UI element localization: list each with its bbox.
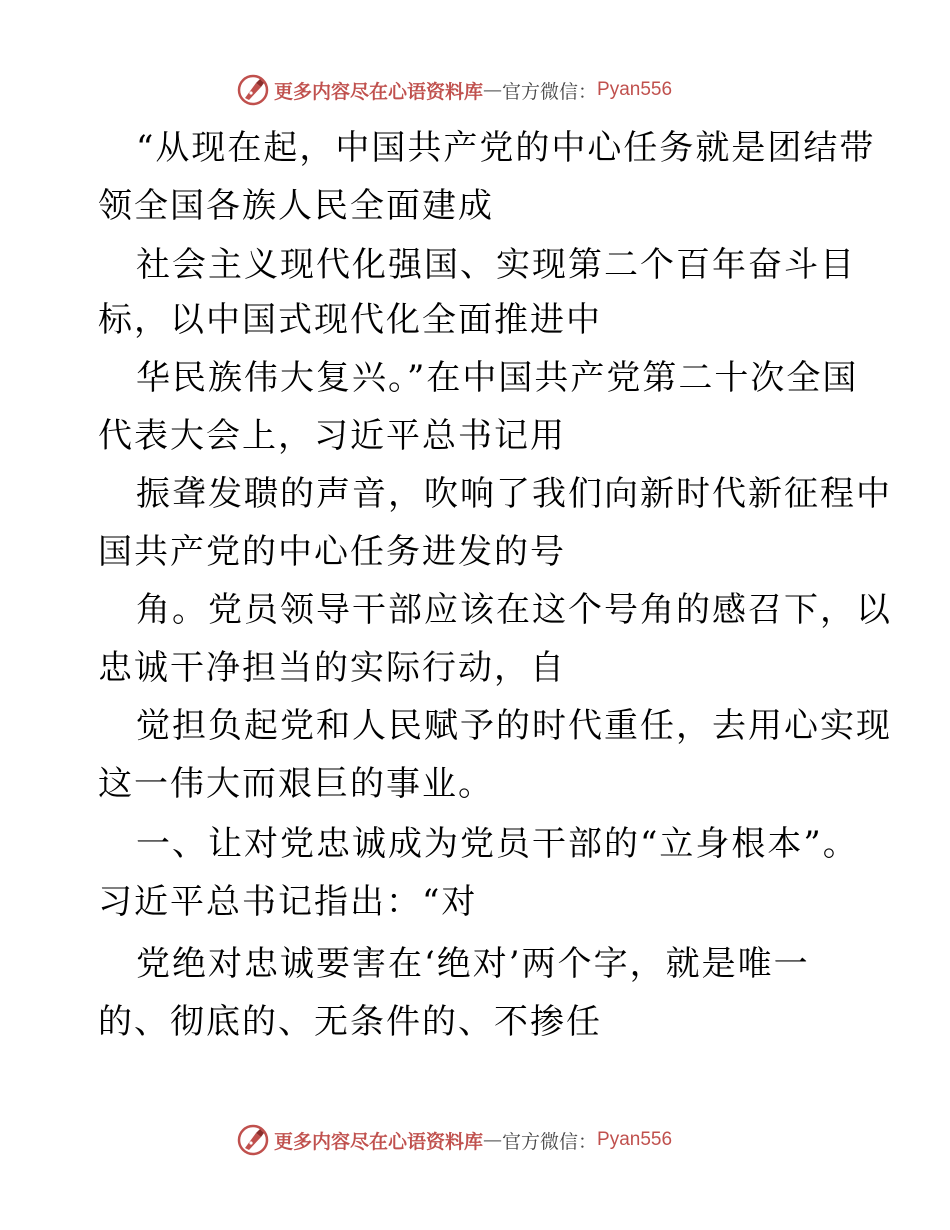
body-line: 华民族伟大复兴。”在中国共产党第二十次全国 [136, 358, 859, 398]
watermark-wechat-label: 官方微信： [502, 1130, 598, 1153]
pen-nib-logo-icon [236, 1123, 270, 1157]
body-line: 国共产党的中心任务进发的号 [98, 532, 566, 572]
body-line: 角。党员领导干部应该在这个号角的感召下，以 [136, 590, 892, 630]
body-line: 习近平总书记指出：“对 [98, 882, 478, 922]
body-line: “从现在起，中国共产党的中心任务就是团结带 [136, 128, 876, 168]
body-line: 振聋发聩的声音，吹响了我们向新时代新征程中 [136, 474, 892, 514]
body-line: 标，以中国式现代化全面推进中 [98, 300, 602, 340]
footer-watermark [236, 1122, 756, 1158]
body-line: 代表大会上，习近平总书记用 [98, 416, 566, 456]
watermark-main-text: 更多内容尽在心语资料库 [274, 1130, 484, 1153]
watermark-wechat-id: Pyan556 [597, 1129, 673, 1150]
body-line: 社会主义现代化强国、实现第二个百年奋斗目 [136, 245, 856, 285]
pen-nib-logo-icon [236, 73, 270, 107]
body-line: 忠诚干净担当的实际行动，自 [98, 648, 566, 688]
header-watermark [236, 72, 756, 108]
body-line: 党绝对忠诚要害在‘绝对’两个字，就是唯一 [136, 944, 810, 984]
watermark-main-text: 更多内容尽在心语资料库 [274, 80, 484, 103]
watermark-dash: — [483, 1129, 503, 1151]
body-line: 领全国各族人民全面建成 [98, 186, 494, 226]
watermark-wechat-id: Pyan556 [597, 79, 673, 100]
body-line: 这一伟大而艰巨的事业。 [98, 764, 494, 804]
watermark-dash: — [483, 79, 503, 101]
watermark-wechat-label: 官方微信： [502, 80, 598, 103]
section-heading-line: 一、让对党忠诚成为党员干部的“立身根本”。 [136, 824, 859, 864]
body-line: 觉担负起党和人民赋予的时代重任，去用心实现 [136, 706, 892, 746]
body-line: 的、彻底的、无条件的、不掺任 [98, 1002, 602, 1042]
